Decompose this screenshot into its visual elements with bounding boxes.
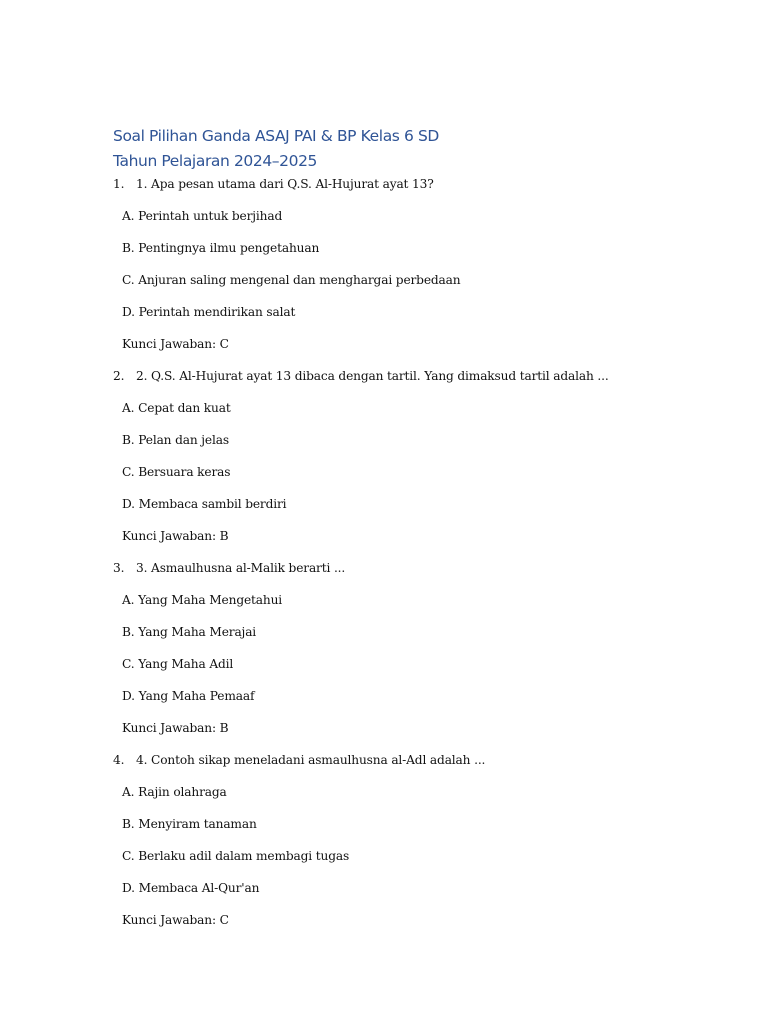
answer-option-c: C. Yang Maha Adil [122,657,234,671]
answer-key: Kunci Jawaban: C [122,337,229,351]
answer-option-b: B. Yang Maha Merajai [122,625,257,639]
title-line-1: Soal Pilihan Ganda ASAJ PAI & BP Kelas 6 SD [113,127,439,145]
answer-option-c: C. Anjuran saling mengenal dan menghargai perbedaan [122,273,461,287]
answer-key: Kunci Jawaban: B [122,529,229,543]
answer-option-d: D. Yang Maha Pemaaf [122,689,255,703]
answer-option-a: A. Yang Maha Mengetahui [122,593,283,607]
document-title [113,124,439,174]
answer-option-a: A. Perintah untuk berjihad [122,209,283,223]
question-text: 2. Q.S. Al-Hujurat ayat 13 dibaca dengan tartil. Yang dimaksud tartil adalah ... [136,369,609,383]
list-number: 4. [113,753,125,767]
list-number: 3. [113,561,125,575]
answer-option-c: C. Bersuara keras [122,465,231,479]
answer-option-c: C. Berlaku adil dalam membagi tugas [122,849,350,863]
title-line-2: Tahun Pelajaran 2024–2025 [113,152,318,170]
question-text: 4. Contoh sikap meneladani asmaulhusna al-Adl adalah ... [136,753,486,767]
question-text: 1. Apa pesan utama dari Q.S. Al-Hujurat ayat 13? [136,177,434,191]
answer-option-d: D. Membaca Al-Qur'an [122,881,260,895]
answer-option-b: B. Pentingnya ilmu pengetahuan [122,241,320,255]
question-text: 3. Asmaulhusna al-Malik berarti ... [136,561,346,575]
answer-option-a: A. Rajin olahraga [122,785,227,799]
answer-key: Kunci Jawaban: B [122,721,229,735]
answer-option-d: D. Membaca sambil berdiri [122,497,287,511]
answer-option-b: B. Menyiram tanaman [122,817,257,831]
list-number: 1. [113,177,125,191]
answer-option-b: B. Pelan dan jelas [122,433,229,447]
answer-key: Kunci Jawaban: C [122,913,229,927]
answer-option-d: D. Perintah mendirikan salat [122,305,296,319]
list-number: 2. [113,369,125,383]
answer-option-a: A. Cepat dan kuat [122,401,231,415]
